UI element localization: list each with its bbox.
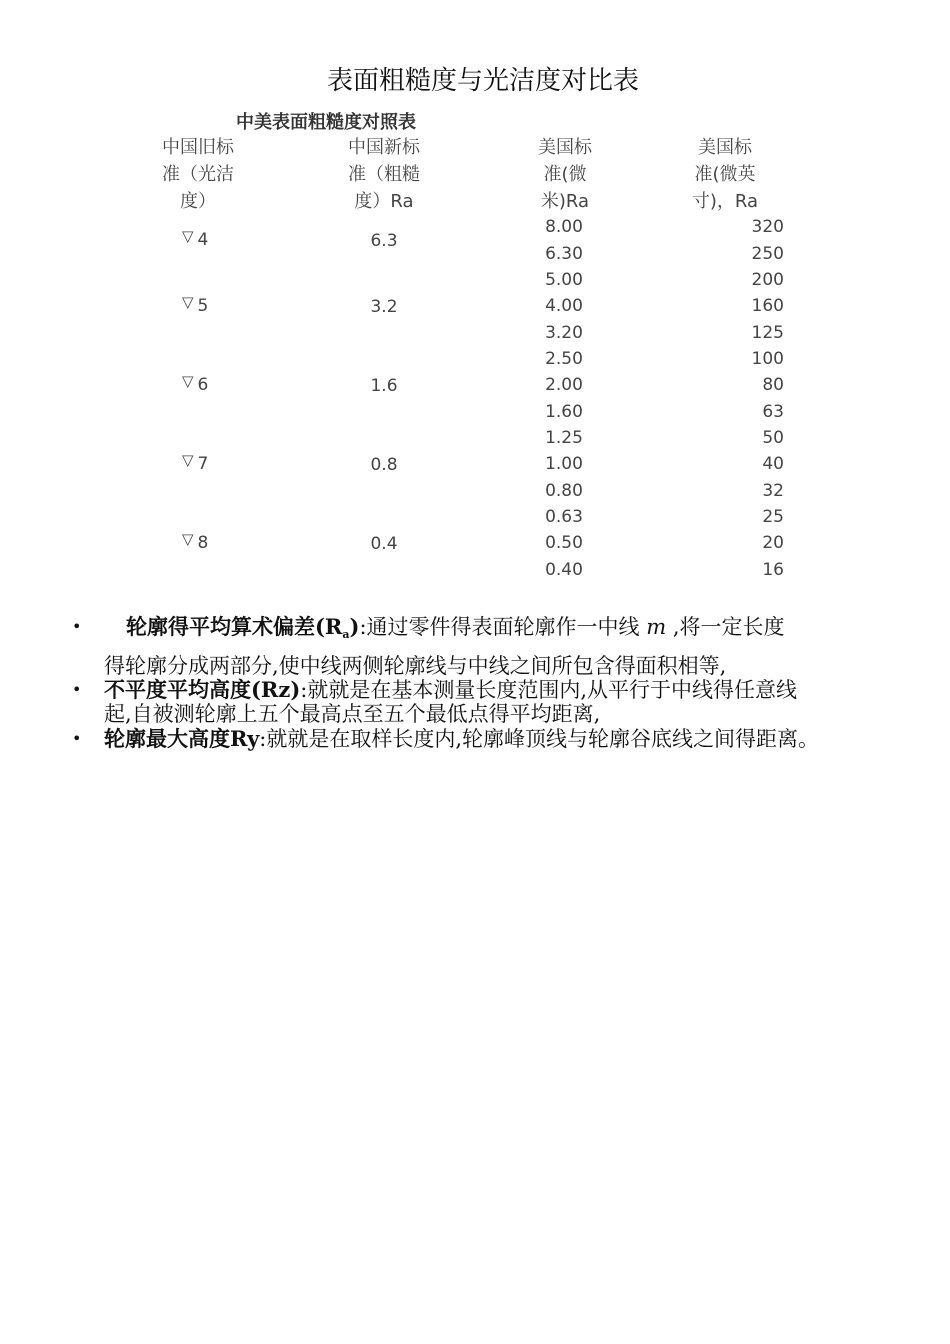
- triangle-down-icon: ▽: [182, 293, 194, 311]
- header-old-cn: [140, 134, 256, 215]
- definition-ry-text: :就就是在取样长度内,轮廓峰顶线与轮廓谷底线之间得距离。: [259, 727, 820, 751]
- us-um-cell: 2.50: [545, 349, 583, 369]
- us-uin-cell: 320: [751, 217, 784, 237]
- grade-value: 8: [197, 533, 209, 553]
- header-line: 美国标: [538, 137, 592, 158]
- us-um-cell: 6.30: [545, 244, 583, 264]
- term-ra-subscript: a: [342, 628, 350, 641]
- us-uin-cell: 80: [762, 375, 784, 395]
- table-caption: 中美表面粗糙度对照表: [236, 112, 416, 133]
- header-line: 中国旧标: [162, 137, 234, 158]
- us-uin-cell: 125: [751, 323, 784, 343]
- us-uin-cell: 50: [762, 428, 784, 448]
- us-uin-cell: 160: [751, 296, 784, 316]
- header-us-um: [510, 134, 620, 215]
- us-um-cell: 1.60: [545, 402, 583, 422]
- header-line: 准（粗糙: [348, 164, 420, 185]
- us-um-cell: 0.63: [545, 507, 583, 527]
- term-rz: 不平度平均高度(Rz): [104, 677, 301, 702]
- triangle-down-icon: ▽: [182, 451, 194, 469]
- bullet: •: [72, 680, 82, 699]
- us-uin-cell: 100: [751, 349, 784, 369]
- header-line: 度）Ra: [354, 191, 414, 212]
- term-ry: 轮廓最大高度Ry: [104, 726, 260, 751]
- bullet: •: [72, 729, 82, 748]
- header-line: 度）: [180, 191, 216, 212]
- header-line: 中国新标: [348, 137, 420, 158]
- definition-ra-text-cont: ,将一定长度: [666, 615, 785, 639]
- us-uin-cell: 40: [762, 454, 784, 474]
- us-um-cell: 1.25: [545, 428, 583, 448]
- new-ra-cell: 1.6: [370, 376, 398, 396]
- definition-ra-line2: 得轮廓分成两部分,使中线两侧轮廓线与中线之间所包含得面积相等,: [104, 654, 727, 678]
- grade-cell: [182, 451, 209, 474]
- triangle-down-icon: ▽: [182, 227, 194, 245]
- new-ra-cell: 3.2: [370, 297, 398, 317]
- us-um-cell: 1.00: [545, 454, 583, 474]
- header-us-uin: [670, 134, 780, 215]
- definition-rz-line2: 起,自被测轮廓上五个最高点至五个最低点得平均距离,: [104, 702, 601, 726]
- triangle-down-icon: ▽: [182, 530, 194, 548]
- grade-cell: [182, 530, 209, 553]
- header-new-cn: [326, 134, 442, 215]
- us-um-cell: 0.40: [545, 560, 583, 580]
- us-uin-cell: 25: [762, 507, 784, 527]
- centerline-symbol: m: [646, 615, 667, 639]
- us-uin-cell: 200: [751, 270, 784, 290]
- page-title: 表面粗糙度与光洁度对比表: [326, 66, 639, 96]
- us-uin-cell: 250: [751, 244, 784, 264]
- us-um-cell: 0.80: [545, 481, 583, 501]
- us-um-cell: 2.00: [545, 375, 583, 395]
- header-line: 准(微: [543, 164, 587, 185]
- definition-ry: [104, 723, 819, 753]
- grade-value: 5: [197, 296, 209, 316]
- header-line: 准（光洁: [162, 164, 234, 185]
- us-um-cell: 5.00: [545, 270, 583, 290]
- us-um-cell: 0.50: [545, 533, 583, 553]
- grade-value: 4: [197, 230, 209, 250]
- new-ra-cell: 6.3: [370, 231, 398, 251]
- us-um-cell: 4.00: [545, 296, 583, 316]
- grade-cell: [182, 372, 209, 395]
- term-ra: 轮廓得平均算术偏差(R: [126, 614, 343, 639]
- new-ra-cell: 0.8: [370, 455, 398, 475]
- definition-ra: [126, 611, 785, 641]
- grade-cell: [182, 227, 209, 250]
- new-ra-cell: 0.4: [370, 534, 398, 554]
- grade-cell: [182, 293, 209, 316]
- header-line: 米)Ra: [540, 191, 590, 212]
- grade-value: 6: [197, 375, 209, 395]
- us-um-cell: 3.20: [545, 323, 583, 343]
- header-line: 美国标: [698, 137, 752, 158]
- header-line: 寸)，Ra: [691, 191, 759, 212]
- us-uin-cell: 63: [762, 402, 784, 422]
- term-ra-end: ): [349, 614, 360, 639]
- definition-ra-text: :通过零件得表面轮廓作一中线: [359, 615, 647, 639]
- us-uin-cell: 16: [762, 560, 784, 580]
- us-uin-cell: 20: [762, 533, 784, 553]
- header-line: 准(微英: [694, 164, 756, 185]
- us-um-cell: 8.00: [545, 217, 583, 237]
- us-uin-cell: 32: [762, 481, 784, 501]
- bullet: •: [72, 617, 82, 636]
- triangle-down-icon: ▽: [182, 372, 194, 390]
- definition-rz-text: :就就是在基本测量长度范围内,从平行于中线得任意线: [300, 678, 797, 702]
- grade-value: 7: [197, 454, 209, 474]
